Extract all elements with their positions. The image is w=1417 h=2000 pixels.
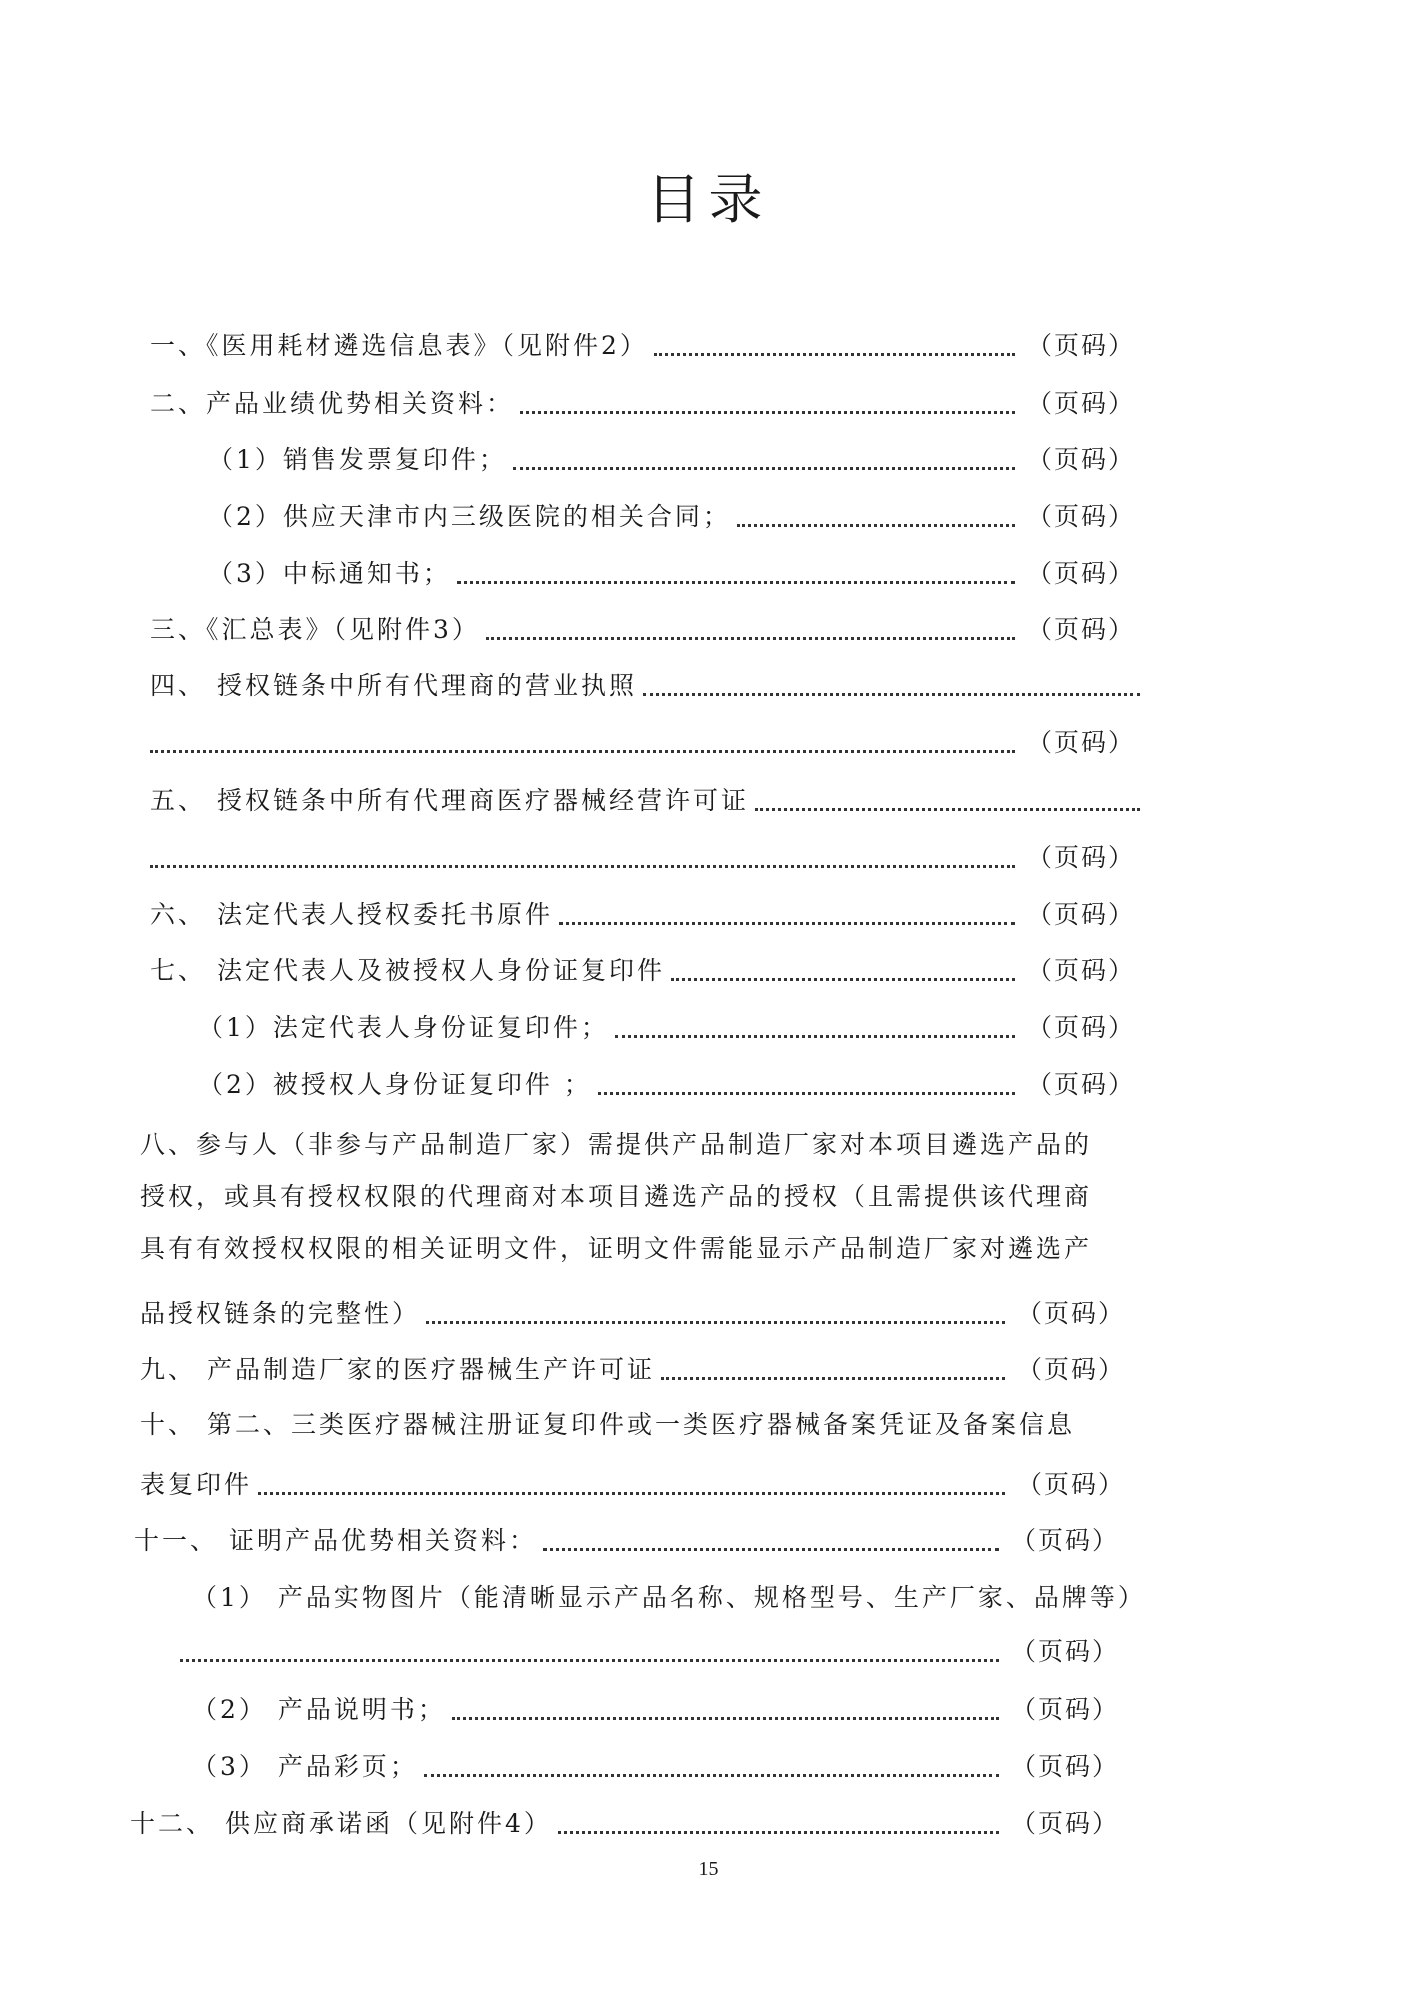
dot-leader [424, 1774, 999, 1777]
dot-leader [150, 865, 1015, 868]
dot-leader [426, 1321, 1005, 1324]
toc-entry-text: （2）供应天津市内三级医院的相关合同； [208, 502, 731, 531]
dot-leader [737, 524, 1015, 527]
toc-entry-7-2[interactable] [198, 1065, 1135, 1105]
toc-entry-text: 九、 产品制造厂家的医疗器械生产许可证 [140, 1355, 655, 1384]
toc-entry-text: （1）销售发票复印件； [208, 445, 507, 474]
toc-entry-2[interactable] [150, 384, 1135, 424]
dot-leader [258, 1492, 1005, 1495]
toc-entry-text: 三、《汇总表》（见附件3） [150, 615, 480, 644]
page-ref: （页码） [1026, 900, 1135, 929]
toc-entry-text: （2）被授权人身份证复印件 ； [198, 1070, 592, 1099]
page-ref: （页码） [1016, 1299, 1125, 1328]
toc-entry-4-continuation[interactable] [150, 723, 1135, 763]
toc-entry-11-3[interactable] [192, 1747, 1119, 1787]
page-ref: （页码） [1026, 502, 1135, 531]
toc-entry-1[interactable] [150, 326, 1135, 366]
dot-leader [654, 353, 1015, 356]
dot-leader [520, 411, 1015, 414]
toc-entry-12[interactable] [130, 1804, 1119, 1844]
dot-leader [150, 750, 1015, 753]
page-ref: （页码） [1026, 559, 1135, 588]
toc-entry-2-1[interactable] [208, 440, 1135, 480]
dot-leader [598, 1092, 1015, 1095]
toc-entry-3[interactable] [150, 610, 1135, 650]
toc-entry-text: 品授权链条的完整性） [140, 1299, 421, 1328]
toc-entry-5-continuation[interactable] [150, 838, 1135, 878]
dot-leader [486, 637, 1015, 640]
toc-entry-text: （1）法定代表人身份证复印件； [198, 1013, 609, 1042]
toc-entry-text: 表复印件 [140, 1470, 253, 1499]
toc-entry-11-1-line-1: （1） 产品实物图片（能清晰显示产品名称、规格型号、生产厂家、品牌等） [192, 1583, 1146, 1612]
toc-entry-2-2[interactable] [208, 497, 1135, 537]
toc-entry-9[interactable] [140, 1350, 1125, 1390]
dot-leader [513, 467, 1015, 470]
page-ref: （页码） [1026, 445, 1135, 474]
toc-entry-8-line-2: 授权，或具有授权权限的代理商对本项目遴选产品的授权（且需提供该代理商 [140, 1182, 1093, 1211]
dot-leader [543, 1548, 999, 1551]
toc-entry-8-line-1: 八、参与人（非参与产品制造厂家）需提供产品制造厂家对本项目遴选产品的 [140, 1130, 1093, 1159]
toc-entry-11[interactable] [134, 1521, 1119, 1561]
dot-leader [671, 978, 1015, 981]
toc-entry-text: （3）中标通知书； [208, 559, 451, 588]
page-ref: （页码） [1016, 1470, 1125, 1499]
toc-entry-4[interactable] [150, 666, 1140, 706]
dot-leader [180, 1659, 999, 1662]
toc-entry-8-line-3: 具有有效授权权限的相关证明文件，证明文件需能显示产品制造厂家对遴选产 [140, 1234, 1093, 1263]
dot-leader [615, 1035, 1015, 1038]
page-ref: （页码） [1026, 1013, 1135, 1042]
toc-entry-text: （3） 产品彩页； [192, 1752, 418, 1781]
dot-leader [558, 1831, 999, 1834]
page-ref: （页码） [1010, 1637, 1119, 1666]
toc-entry-7-1[interactable] [198, 1008, 1135, 1048]
toc-entry-5[interactable] [150, 781, 1140, 821]
dot-leader [559, 922, 1015, 925]
page-title: 目录 [646, 168, 771, 231]
page-ref: （页码） [1026, 331, 1135, 360]
toc-entry-text: 十二、 供应商承诺函（见附件4） [130, 1809, 552, 1838]
toc-entry-2-3[interactable] [208, 554, 1135, 594]
page-ref: （页码） [1010, 1809, 1119, 1838]
toc-entry-11-2[interactable] [192, 1690, 1119, 1730]
toc-entry-10[interactable] [140, 1465, 1125, 1505]
toc-entry-text: 十一、 证明产品优势相关资料： [134, 1526, 537, 1555]
page-ref: （页码） [1010, 1695, 1119, 1724]
page-ref: （页码） [1026, 1070, 1135, 1099]
toc-entry-text: 一、《医用耗材遴选信息表》（见附件2） [150, 331, 648, 360]
dot-leader [452, 1717, 999, 1720]
page-number: 15 [698, 1858, 719, 1880]
dot-leader [755, 808, 1140, 811]
page-ref: （页码） [1010, 1752, 1119, 1781]
toc-entry-7[interactable] [150, 951, 1135, 991]
toc-entry-text: 七、 法定代表人及被授权人身份证复印件 [150, 956, 665, 985]
page-ref: （页码） [1026, 728, 1135, 757]
page-ref: （页码） [1010, 1526, 1119, 1555]
toc-entry-10-line-1: 十、 第二、三类医疗器械注册证复印件或一类医疗器械备案凭证及备案信息 [140, 1410, 1075, 1439]
page-ref: （页码） [1026, 956, 1135, 985]
page-ref: （页码） [1026, 615, 1135, 644]
page-ref: （页码） [1016, 1355, 1125, 1384]
page-ref: （页码） [1026, 389, 1135, 418]
toc-entry-8[interactable] [140, 1294, 1125, 1334]
dot-leader [457, 581, 1015, 584]
toc-entry-text: 六、 法定代表人授权委托书原件 [150, 900, 553, 929]
dot-leader [661, 1377, 1005, 1380]
toc-entry-text: （2） 产品说明书； [192, 1695, 446, 1724]
toc-entry-6[interactable] [150, 895, 1135, 935]
dot-leader [643, 693, 1140, 696]
toc-entry-text: 五、 授权链条中所有代理商医疗器械经营许可证 [150, 786, 749, 815]
page-ref: （页码） [1026, 843, 1135, 872]
toc-entry-text: 四、 授权链条中所有代理商的营业执照 [150, 671, 637, 700]
toc-entry-11-1[interactable] [180, 1632, 1119, 1672]
toc-entry-text: 二、产品业绩优势相关资料： [150, 389, 515, 418]
